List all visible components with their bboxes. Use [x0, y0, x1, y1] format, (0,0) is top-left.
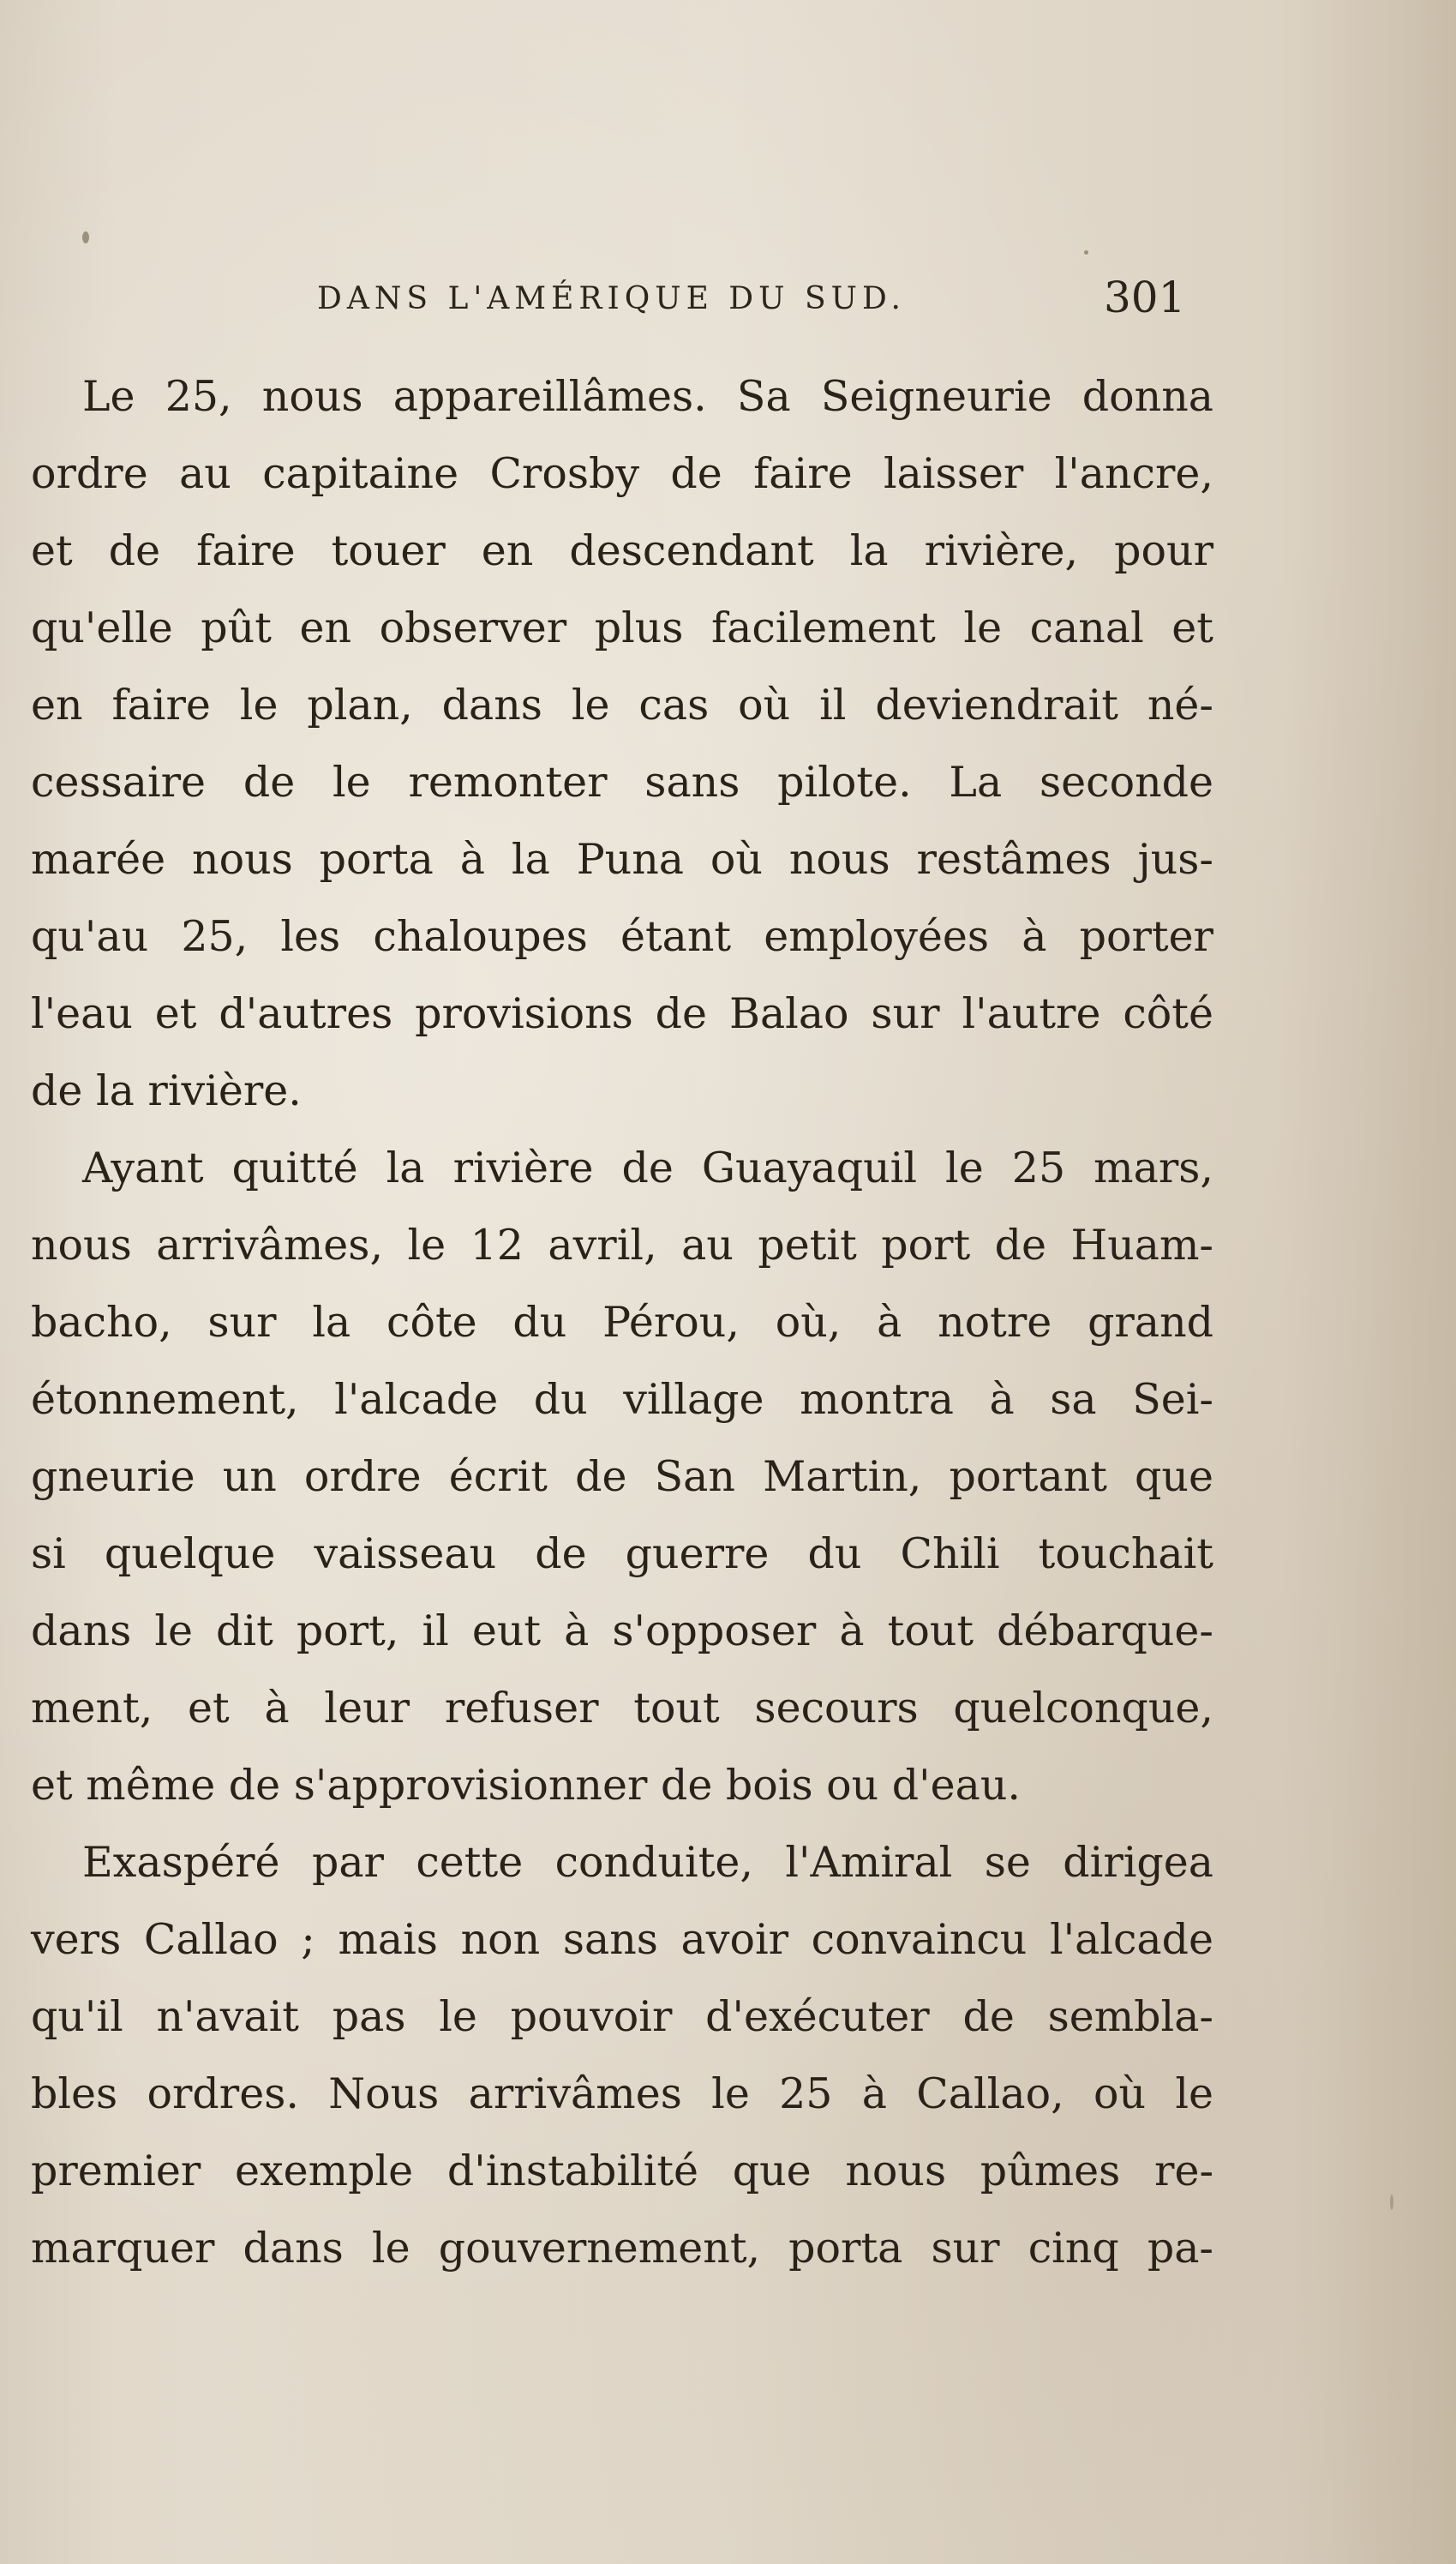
body-text	[31, 358, 1213, 2287]
text-line: cessaire de le remonter sans pilote. La seconde	[31, 758, 1213, 807]
text-line: vers Callao ; mais non sans avoir convaincu l'alcade	[31, 1915, 1213, 1964]
text-line: dans le dit port, il eut à s'opposer à tout débarque-	[31, 1606, 1213, 1655]
text-line: et de faire touer en descendant la rivière, pour	[31, 526, 1213, 575]
ink-speck	[1084, 250, 1088, 255]
text-line: ment, et à leur refuser tout secours quelconque,	[31, 1684, 1213, 1732]
text-line: qu'au 25, les chaloupes étant employées à porter	[31, 912, 1213, 961]
text-line: Le 25, nous appareillâmes. Sa Seigneurie donna	[82, 372, 1213, 421]
text-line: ordre au capitaine Crosby de faire laisser l'ancre,	[31, 449, 1213, 498]
running-title: DANS L'AMÉRIQUE DU SUD.	[317, 281, 906, 316]
running-head	[0, 273, 1456, 324]
ink-speck	[82, 231, 89, 243]
text-line: bacho, sur la côte du Pérou, où, à notre grand	[31, 1298, 1213, 1347]
text-line: marée nous porta à la Puna où nous restâmes jus-	[31, 835, 1213, 884]
text-line: de la rivière.	[31, 1066, 302, 1115]
text-line: bles ordres. Nous arrivâmes le 25 à Callao, où le	[31, 2069, 1213, 2118]
text-line: Exaspéré par cette conduite, l'Amiral se dirigea	[82, 1838, 1213, 1887]
page-number: 301	[1104, 273, 1186, 322]
text-line: étonnement, l'alcade du village montra à sa Sei-	[31, 1375, 1213, 1424]
text-line: et même de s'approvisionner de bois ou d'eau.	[31, 1761, 1021, 1810]
text-line: premier exemple d'instabilité que nous pûmes re-	[31, 2147, 1213, 2195]
text-line: Ayant quitté la rivière de Guayaquil le 25 mars,	[82, 1144, 1213, 1192]
ink-speck	[1390, 2195, 1393, 2210]
text-line: l'eau et d'autres provisions de Balao sur l'autre côté	[31, 989, 1213, 1038]
text-line: nous arrivâmes, le 12 avril, au petit port de Huam-	[31, 1221, 1213, 1270]
text-line: si quelque vaisseau de guerre du Chili touchait	[31, 1529, 1213, 1578]
text-line: qu'il n'avait pas le pouvoir d'exécuter de sembla-	[31, 1992, 1213, 2041]
text-line: gneurie un ordre écrit de San Martin, portant que	[31, 1452, 1213, 1501]
text-line: en faire le plan, dans le cas où il deviendrait né-	[31, 681, 1213, 730]
text-line: qu'elle pût en observer plus facilement le canal et	[31, 603, 1213, 652]
text-line: marquer dans le gouvernement, porta sur cinq pa-	[31, 2224, 1213, 2273]
